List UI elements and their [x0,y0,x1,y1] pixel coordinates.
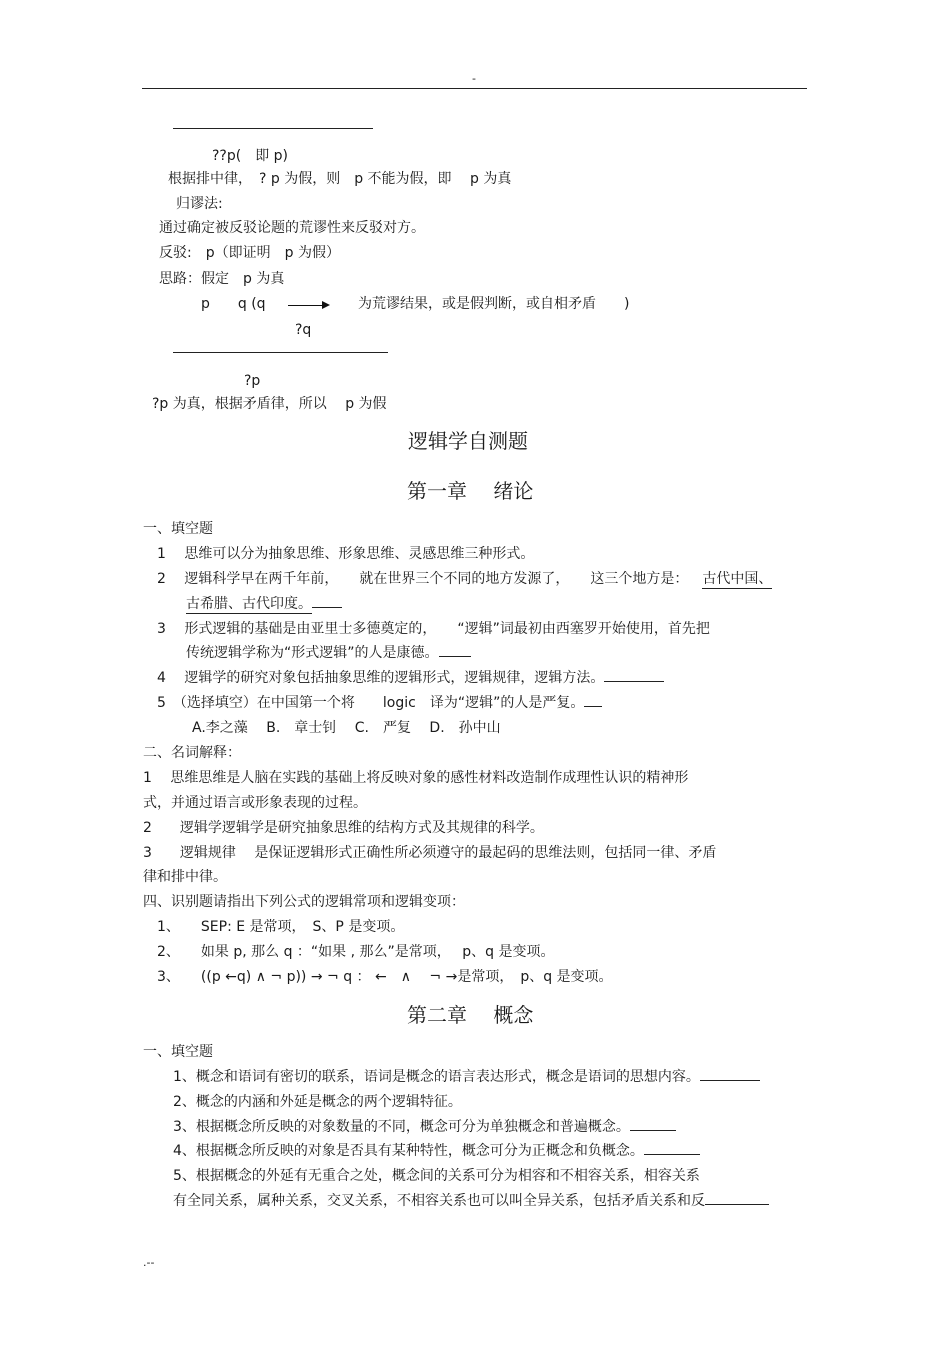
ch2-q3-text: 3、根据概念所反映的对象数量的不同，概念可分为单独概念和普遍概念。 [173,1119,630,1135]
proof-line-8: ?q [295,322,312,338]
ch1-q3-text: 传统逻辑学称为“形式逻辑”的人是康德。 [186,645,439,661]
header-rule [142,88,807,89]
ch1-q2-answer: 古代中国、 [702,571,773,587]
ch1-identify-2: 2、 如果 p, 那么 q ：“如果 , 那么”是常项， p、q 是变项。 [157,944,555,960]
proof-line-9: ?p [244,373,261,389]
ch2-section-fill: 一、填空题 [143,1044,213,1060]
footer-mark: .-- [143,1256,155,1269]
ch1-q4 [157,669,664,687]
proof-line-7-left: p q (q [201,296,266,312]
proof-line-10: ?p 为真，根据矛盾律，所以 p 为假 [152,396,387,412]
header-mark: - [472,72,476,85]
ch1-q5-text: 5 （选择填空）在中国第一个将 logic 译为“逻辑”的人是严复。 [157,695,585,711]
ch2-q1 [173,1068,760,1086]
ch2-q5-text: 有全同关系，属种关系，交叉关系，不相容关系也可以叫全异关系，包括矛盾关系和反 [173,1193,705,1209]
ch1-term1-line2: 式，并通过语言或形象表现的过程。 [143,795,367,811]
arrow-icon [288,305,328,306]
chapter-1-title: 第一章 绪论 [407,479,534,503]
ch1-term3-line2: 律和排中律。 [143,869,227,885]
proof-line-3: 归谬法: [176,196,223,212]
ch1-section-terms: 二、名词解释： [143,745,241,761]
ch2-q4 [173,1142,700,1160]
ch1-identify-3: 3、 ((p ←q) ∧ ¬ p)) → ¬ q ： ← ∧ ¬ →是常项， p、q 是变项。 [157,969,613,985]
ch1-term3-line1: 3 逻辑规律 是保证逻辑形式正确性所必须遵守的最起码的思维法则，包括同一律、矛盾 [143,845,717,861]
ch1-q5 [157,694,602,712]
proof-line-6: 思路：假定 p 为真 [159,271,285,287]
proof-line-5: 反驳: p（即证明 p 为假） [159,245,340,261]
ch2-q3 [173,1118,676,1136]
ch1-section-fill: 一、填空题 [143,521,213,537]
ch1-q3-line1: 3 形式逻辑的基础是由亚里士多德奠定的， “逻辑”词最初由西塞罗开始使用，首先把 [157,621,710,637]
ch1-q3-line2 [186,644,471,662]
proof-line-2: 根据排中律， ? p 为假，则 p 不能为假，即 p 为真 [168,171,512,187]
proof-bottom-rule [173,352,388,353]
ch1-term2: 2 逻辑学逻辑学是研究抽象思维的结构方式及其规律的科学。 [143,820,544,836]
ch1-q2-line1 [157,570,772,588]
ch1-q2-answer-cont: 古希腊、古代印度。 [186,596,312,612]
ch2-q4-text: 4、根据概念所反映的对象是否具有某种特性，概念可分为正概念和负概念。 [173,1143,644,1159]
ch1-q5-options: A.李之藻 B. 章士钊 C. 严复 D. 孙中山 [192,720,501,736]
proof-line-4: 通过确定被反驳论题的荒谬性来反驳对方。 [159,220,425,236]
ch1-q1: 1 思维可以分为抽象思维、形象思维、灵感思维三种形式。 [157,546,535,562]
ch1-term1-line1: 1 思维思维是人脑在实践的基础上将反映对象的感性材料改造制作成理性认识的精神形 [143,770,689,786]
ch2-q2: 2、概念的内涵和外延是概念的两个逻辑特征。 [173,1094,462,1110]
ch1-q2-text: 2 逻辑科学早在两千年前， 就在世界三个不同的地方发源了， 这三个地方是： [157,571,689,587]
ch1-section-identify: 四、识别题请指出下列公式的逻辑常项和逻辑变项： [143,894,465,910]
ch2-q5-line1: 5、根据概念的外延有无重合之处，概念间的关系可分为相容和不相容关系，相容关系 [173,1168,700,1184]
proof-top-rule [173,128,373,129]
ch2-q1-text: 1、概念和语词有密切的联系，语词是概念的语言表达形式，概念是语词的思想内容。 [173,1069,700,1085]
proof-line-1: ??p( 即 p) [212,148,289,164]
ch1-q4-text: 4 逻辑学的研究对象包括抽象思维的逻辑形式，逻辑规律，逻辑方法。 [157,670,605,686]
page-title: 逻辑学自测题 [408,429,528,453]
ch1-q2-line2 [186,595,342,613]
ch1-identify-1: 1、 SEP: E 是常项， S、P 是变项。 [157,919,405,935]
ch2-q5-line2 [173,1192,769,1210]
chapter-2-title: 第二章 概念 [407,1003,534,1027]
proof-line-7-right: 为荒谬结果，或是假判断，或自相矛盾 ) [358,296,630,312]
